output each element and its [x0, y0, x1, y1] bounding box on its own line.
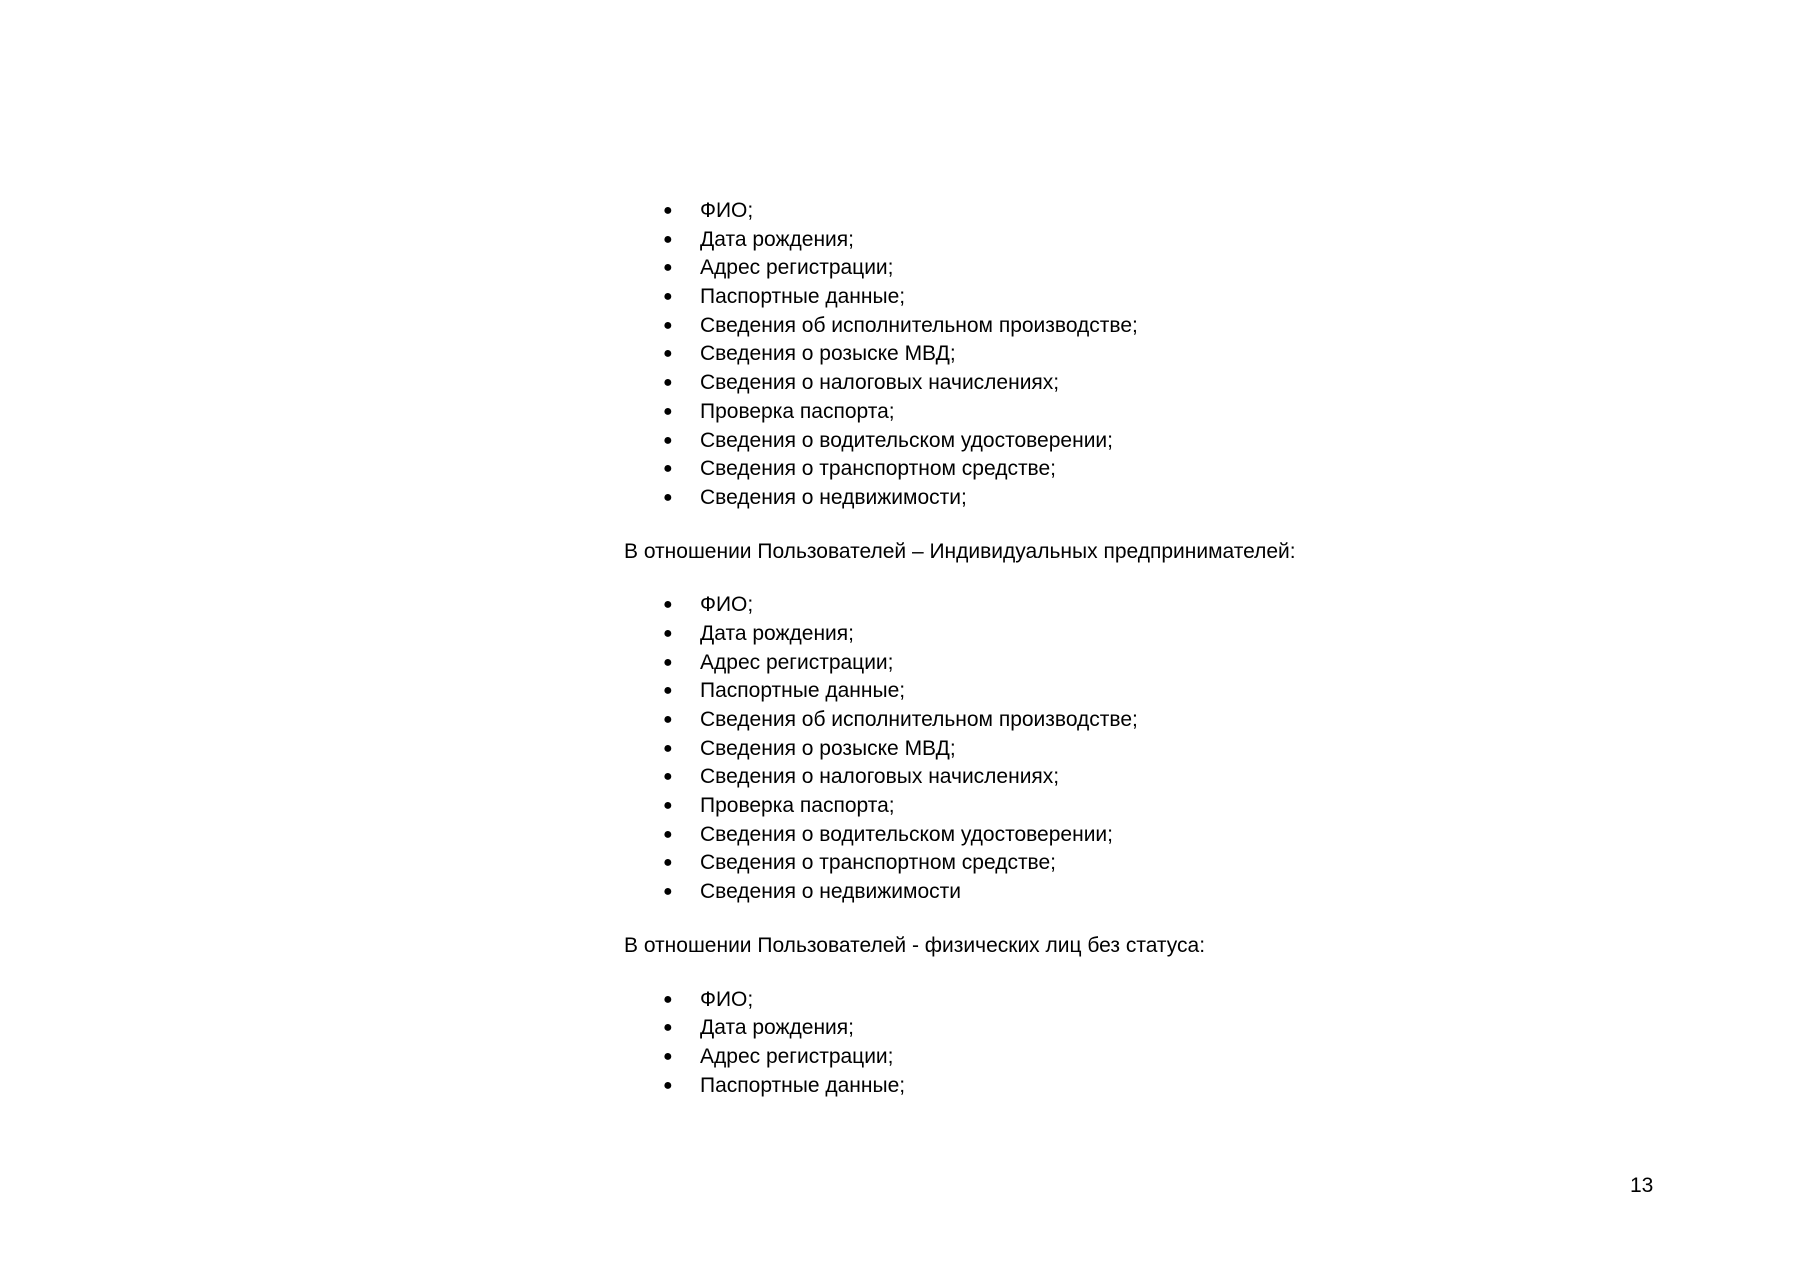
list-item-text: Дата рождения;	[700, 1016, 854, 1040]
page-content	[624, 197, 1344, 1100]
list-item	[624, 878, 1344, 907]
list-item-text: Проверка паспорта;	[700, 794, 895, 818]
list-item	[624, 254, 1344, 283]
list-item	[624, 792, 1344, 821]
bullet-icon: ●	[663, 990, 673, 1008]
bullet-icon: ●	[663, 316, 673, 334]
bullet-icon: ●	[663, 202, 673, 219]
list-item	[624, 427, 1344, 456]
list-item-text: Адрес регистрации;	[700, 650, 894, 674]
list-item-text: Паспортные данные;	[700, 1073, 906, 1097]
bullet-icon: ●	[663, 768, 673, 786]
list-item-text: ФИО;	[700, 987, 754, 1011]
list-item-text: Сведения о водительском удостоверении;	[700, 822, 1113, 846]
list-item	[624, 197, 1344, 226]
bullet-icon: ●	[663, 1047, 673, 1065]
bullet-icon: ●	[663, 460, 673, 478]
bullet-icon: ●	[663, 739, 673, 757]
bullet-icon: ●	[663, 402, 673, 420]
bullet-icon: ●	[663, 230, 673, 248]
bullet-icon: ●	[663, 345, 673, 363]
list-item-text: Дата рождения;	[700, 227, 854, 251]
list-item-text: Сведения о налоговых начислениях;	[700, 371, 1060, 395]
list-item	[624, 1072, 1344, 1101]
list-item-text: Сведения о транспортном средстве;	[700, 457, 1056, 481]
list-item	[624, 1043, 1344, 1072]
bullet-icon: ●	[663, 288, 673, 306]
bullet-icon: ●	[663, 374, 673, 392]
list-item	[624, 986, 1344, 1015]
list-item-text: Сведения об исполнительном производстве;	[700, 708, 1138, 731]
list-item	[624, 677, 1344, 706]
list-item-text: Сведения о недвижимости;	[700, 485, 967, 509]
list-item-text: Дата рождения;	[700, 621, 854, 645]
list-item	[624, 484, 1344, 513]
list-item-text: Сведения о водительском удостоверении;	[700, 428, 1113, 452]
bullet-icon: ●	[663, 653, 673, 671]
list-item	[624, 312, 1344, 341]
bullet-icon: ●	[663, 825, 673, 843]
list-item-text: ФИО;	[700, 199, 754, 222]
list-item	[624, 620, 1344, 649]
list-item	[624, 283, 1344, 312]
page-number: 13	[1630, 1174, 1654, 1197]
list-item	[624, 369, 1344, 398]
bullet-icon: ●	[663, 797, 673, 815]
paragraph-individual-entrepreneurs: В отношении Пользователей – Индивидуальных предпринимателей:	[624, 539, 1296, 563]
list-item-text: Паспортные данные;	[700, 679, 906, 703]
list-item	[624, 340, 1344, 369]
bullet-icon: ●	[663, 1019, 673, 1037]
bullet-icon: ●	[663, 259, 673, 277]
bullet-list-1	[624, 197, 1344, 513]
bullet-icon: ●	[663, 682, 673, 700]
list-item-text: ФИО;	[700, 593, 754, 617]
list-item-text: Паспортные данные;	[700, 285, 906, 309]
list-item-text: Сведения о транспортном средстве;	[700, 851, 1056, 875]
list-item-text: Адрес регистрации;	[700, 1044, 894, 1068]
list-item	[624, 649, 1344, 678]
list-item	[624, 763, 1344, 792]
list-item-text: Проверка паспорта;	[700, 399, 895, 423]
bullet-icon: ●	[663, 854, 673, 872]
list-item	[624, 735, 1344, 764]
bullet-icon: ●	[663, 431, 673, 449]
list-item	[624, 591, 1344, 620]
list-item-text: Сведения о недвижимости	[700, 880, 961, 904]
bullet-icon: ●	[663, 624, 673, 642]
bullet-icon: ●	[663, 488, 673, 506]
list-item-text: Сведения об исполнительном производстве;	[700, 313, 1138, 337]
list-item-text: Сведения о розыске МВД;	[700, 736, 956, 760]
list-item	[624, 821, 1344, 850]
list-item-text: Сведения о розыске МВД;	[700, 342, 956, 366]
list-item	[624, 706, 1344, 735]
list-item	[624, 849, 1344, 878]
list-item	[624, 226, 1344, 255]
list-item	[624, 398, 1344, 427]
list-item	[624, 1014, 1344, 1043]
bullet-icon: ●	[663, 1076, 673, 1094]
bullet-list-2	[624, 591, 1344, 907]
list-item-text: Адрес регистрации;	[700, 256, 894, 280]
bullet-icon: ●	[663, 596, 673, 614]
bullet-icon: ●	[663, 711, 673, 728]
paragraph-individuals-no-status: В отношении Пользователей - физических лиц без статуса:	[624, 933, 1206, 957]
list-item	[624, 455, 1344, 484]
list-item-text: Сведения о налоговых начислениях;	[700, 765, 1060, 789]
bullet-icon: ●	[663, 883, 673, 901]
bullet-list-3	[624, 986, 1344, 1101]
